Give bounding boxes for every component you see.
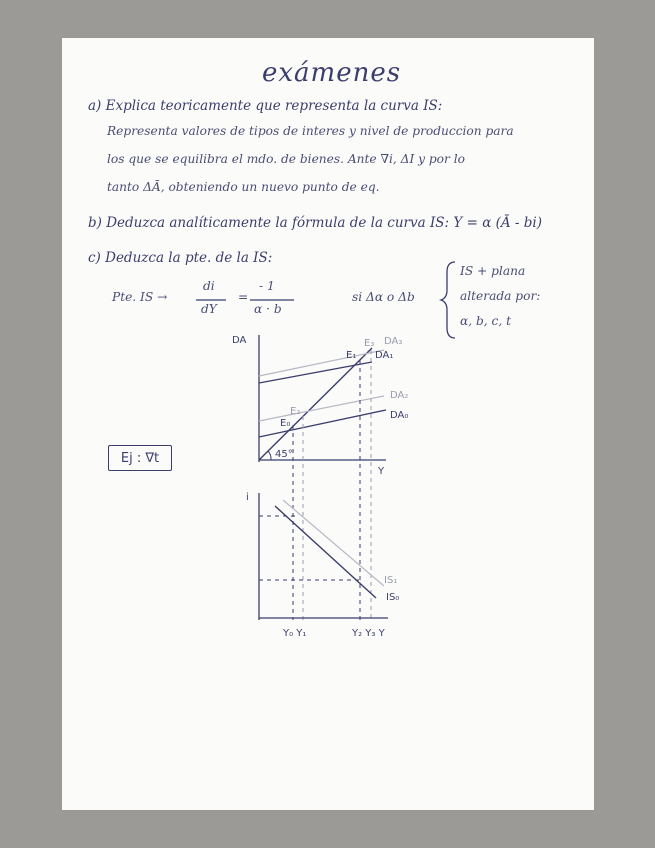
formula-note-1: IS + plana [460, 264, 526, 278]
label-e3: E₃ [364, 338, 375, 349]
angle-label: 45° [275, 449, 293, 460]
formula-note-3: α, b, c, t [460, 314, 511, 328]
label-da2: DA₂ [390, 390, 409, 401]
formula-lhs: Pte. IS → [112, 290, 168, 304]
curve-is1 [283, 500, 384, 586]
formula-equals: = [238, 290, 249, 304]
answer-a-line-3: tanto ΔĀ, obteniendo un nuevo punto de eq. [107, 180, 380, 194]
formula-denominator-2: α · b [254, 302, 282, 316]
formula-note-2: alterada por: [460, 289, 541, 303]
curve-da2 [259, 396, 384, 421]
formula-numerator-1: di [203, 279, 215, 293]
label-is0: IS₀ [386, 592, 400, 603]
answer-a-line-1: Representa valores de tipos de interes y nivel de produccion para [107, 124, 514, 138]
formula-condition: si Δα o Δb [352, 290, 415, 304]
label-e1: E₁ [346, 350, 357, 361]
question-a: a) Explica teoricamente que representa la curva IS: [88, 98, 443, 114]
label-da1: DA₁ [375, 350, 394, 361]
label-e0: E₀ [280, 418, 291, 429]
label-e2: E₂ [290, 406, 301, 417]
label-is1: IS₁ [384, 575, 398, 586]
page-title: exámenes [262, 58, 402, 88]
curly-brace [441, 262, 455, 338]
question-c: c) Deduzca la pte. de la IS: [88, 250, 273, 266]
curve-is0 [275, 506, 376, 598]
formula-numerator-2: - 1 [259, 279, 275, 293]
formula-denominator-1: dY [201, 302, 217, 316]
example-box: Ej : ∇t [108, 445, 172, 471]
lower-y-label: i [246, 492, 249, 503]
label-da3: DA₃ [384, 336, 403, 347]
label-da0: DA₀ [390, 410, 409, 421]
upper-y-label: DA [232, 335, 247, 346]
angle-arc [268, 451, 271, 460]
upper-x-label: Y [378, 466, 385, 477]
lower-x-ticks-right: Y₂ Y₃ Y [352, 628, 385, 639]
answer-a-line-2: los que se equilibra el mdo. de bienes. Ante ∇i, ΔI y por lo [107, 152, 465, 166]
question-b: b) Deduzca analíticamente la fórmula de la curva IS: Y = α (Ā - bi) [88, 215, 542, 231]
curve-da0 [259, 410, 386, 437]
lower-x-ticks-left: Y₀ Y₁ [283, 628, 307, 639]
